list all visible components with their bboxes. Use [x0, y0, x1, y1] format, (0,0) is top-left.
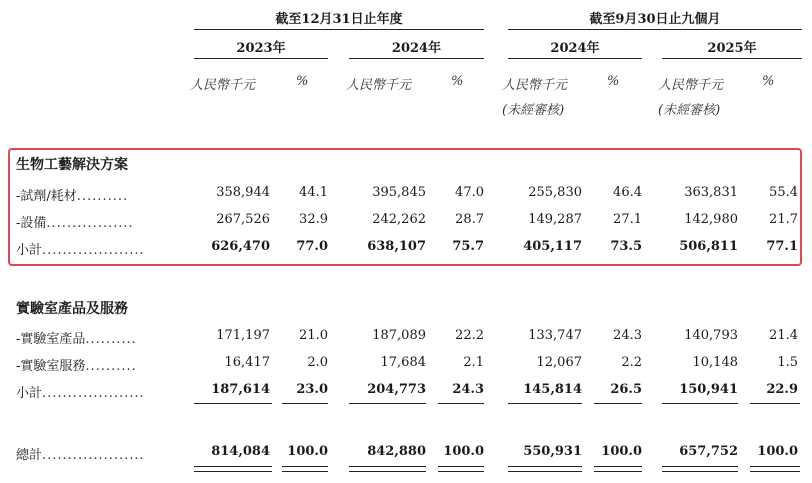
pct-2024-nm: 46.4: [613, 185, 642, 200]
percent-header-2025: %: [762, 74, 775, 89]
value-2024-nm: 145,814: [523, 382, 582, 397]
group-rule-nine-months: [508, 29, 802, 30]
double-rule-2024: [349, 466, 426, 472]
rule-2025: [662, 403, 738, 404]
pct-2025: 55.4: [769, 185, 798, 200]
double-rule-2025: [662, 466, 738, 472]
leader-dots: ..........: [85, 332, 137, 347]
unit-header-2024-nine-months: 人民幣千元: [502, 78, 568, 93]
value-2025: 142,980: [684, 212, 738, 227]
leader-dots: ....................: [42, 386, 145, 401]
value-2025: 506,811: [679, 239, 738, 254]
pct-2024: 47.0: [455, 185, 484, 200]
pct-2024: 24.3: [452, 382, 484, 397]
group-header-nine-months: 截至9月30日止九個月: [589, 12, 721, 27]
value-2024: 842,880: [367, 444, 426, 459]
rule-pct-2024: [438, 403, 484, 404]
value-2023: 814,084: [211, 444, 270, 459]
rule-2024-nm: [508, 403, 582, 404]
pct-2024: 2.1: [463, 355, 484, 370]
value-2024-nm: 149,287: [528, 212, 582, 227]
pct-2025: 21.7: [769, 212, 798, 227]
pct-2024-nm: 2.2: [621, 355, 642, 370]
value-2024-nm: 133,747: [528, 328, 582, 343]
year-header-2025: 2025年: [707, 41, 757, 56]
year-rule-2024-nine-months: [508, 58, 642, 59]
unaudited-header-2024: (未經審核): [502, 103, 565, 118]
year-rule-2025: [662, 58, 802, 59]
year-header-2023: 2023年: [236, 41, 286, 56]
value-2023: 171,197: [216, 328, 270, 343]
value-2024: 638,107: [367, 239, 426, 254]
pct-2023: 32.9: [299, 212, 328, 227]
value-2024-nm: 12,067: [536, 355, 582, 370]
unit-header-2023: 人民幣千元: [190, 78, 256, 93]
pct-2025: 21.4: [769, 328, 798, 343]
pct-2023: 23.0: [296, 382, 328, 397]
value-2023: 358,944: [216, 185, 270, 200]
value-2024-nm: 255,830: [528, 185, 582, 200]
pct-2024: 22.2: [455, 328, 484, 343]
pct-2024-nm: 27.1: [613, 212, 642, 227]
value-2024: 242,262: [372, 212, 426, 227]
value-2025: 150,941: [679, 382, 738, 397]
row-label: -設備: [16, 216, 47, 231]
year-rule-2024: [349, 58, 484, 59]
row-label: 小計: [16, 386, 43, 401]
leader-dots: .................: [46, 216, 134, 231]
row-label: -試劑/耗材: [16, 189, 77, 204]
pct-2025: 22.9: [766, 382, 798, 397]
value-2024-nm: 405,117: [523, 239, 582, 254]
pct-2025: 1.5: [777, 355, 798, 370]
year-header-2024-nine-months: 2024年: [550, 41, 600, 56]
leader-dots: ....................: [42, 448, 145, 463]
leader-dots: ..........: [85, 359, 137, 374]
pct-2023: 77.0: [296, 239, 328, 254]
row-label: -實驗室產品: [16, 332, 86, 347]
double-rule-pct-2023: [282, 466, 328, 472]
section-title-bioprocess: 生物工藝解決方案: [16, 157, 128, 173]
row-label: 小計: [16, 243, 43, 258]
pct-2024: 100.0: [443, 444, 484, 459]
pct-2024: 75.7: [452, 239, 484, 254]
row-label: 總計: [16, 448, 43, 463]
percent-header-2023: %: [296, 74, 309, 89]
value-2023: 187,614: [211, 382, 270, 397]
group-header-fiscal-year: 截至12月31日止年度: [275, 12, 403, 27]
pct-2024-nm: 100.0: [601, 444, 642, 459]
pct-2024-nm: 26.5: [610, 382, 642, 397]
leader-dots: ....................: [42, 243, 145, 258]
rule-pct-2025: [750, 403, 800, 404]
pct-2023: 44.1: [299, 185, 328, 200]
value-2025: 140,793: [684, 328, 738, 343]
pct-2023: 2.0: [307, 355, 328, 370]
value-2024: 187,089: [372, 328, 426, 343]
group-rule-fiscal-year: [194, 29, 484, 30]
value-2025: 363,831: [684, 185, 738, 200]
pct-2024-nm: 24.3: [613, 328, 642, 343]
pct-2023: 100.0: [287, 444, 328, 459]
row-label: -實驗室服務: [16, 359, 86, 374]
double-rule-pct-2024-nm: [594, 466, 642, 472]
percent-header-2024: %: [451, 74, 464, 89]
pct-2024-nm: 73.5: [610, 239, 642, 254]
leader-dots: ..........: [76, 189, 129, 204]
pct-2024: 28.7: [455, 212, 484, 227]
section-title-lab: 實驗室產品及服務: [16, 301, 128, 317]
value-2024: 204,773: [367, 382, 426, 397]
pct-2025: 77.1: [766, 239, 798, 254]
double-rule-pct-2025: [750, 466, 800, 472]
value-2025: 10,148: [692, 355, 738, 370]
double-rule-2024-nm: [508, 466, 582, 472]
rule-pct-2024-nm: [594, 403, 642, 404]
rule-2024: [349, 403, 426, 404]
value-2023: 267,526: [216, 212, 270, 227]
year-header-2024: 2024年: [391, 41, 442, 56]
double-rule-pct-2024: [438, 466, 484, 472]
rule-2023: [194, 403, 272, 404]
rule-pct-2023: [282, 403, 328, 404]
unit-header-2025: 人民幣千元: [658, 78, 724, 93]
value-2024-nm: 550,931: [523, 444, 582, 459]
pct-2025: 100.0: [757, 444, 798, 459]
value-2023: 626,470: [211, 239, 270, 254]
double-rule-2023: [194, 466, 272, 472]
value-2025: 657,752: [679, 444, 738, 459]
value-2023: 16,417: [224, 355, 270, 370]
unaudited-header-2025: (未經審核): [658, 103, 721, 118]
value-2024: 17,684: [380, 355, 426, 370]
unit-header-2024: 人民幣千元: [346, 78, 412, 93]
value-2024: 395,845: [372, 185, 426, 200]
pct-2023: 21.0: [299, 328, 328, 343]
year-rule-2023: [194, 58, 328, 59]
percent-header-2024-nine-months: %: [607, 74, 620, 89]
